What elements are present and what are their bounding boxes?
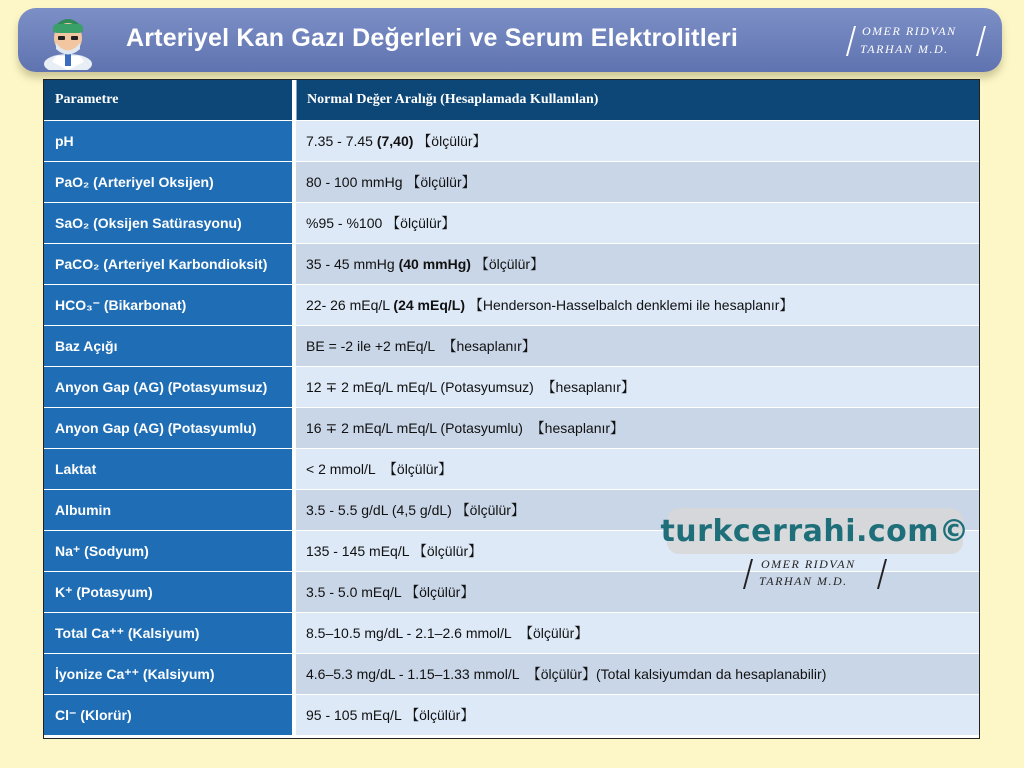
table-row [44,695,979,736]
normal-range-cell [296,203,979,243]
range-text: 12 ∓ 2 mEq/L mEq/L (Potasyumsuz) [306,378,542,395]
parameter-cell: Total Ca⁺⁺ (Kalsiyum) [44,613,294,653]
normal-range-cell [296,613,979,653]
parameter-cell: SaO₂ (Oksijen Satürasyonu) [44,203,294,243]
range-text: 8.5–10.5 mg/dL - 2.1–2.6 mmol/L [306,625,519,641]
method-note: 【hesaplanır】 [442,338,536,354]
range-text: 16 ∓ 2 mEq/L mEq/L (Potasyumlu) [306,419,531,436]
normal-range-cell [296,326,979,366]
calculation-value: (40 mmHg) [398,256,471,272]
range-text: 135 - 145 mEq/L [306,543,413,559]
watermark-signature-line1: OMER RIDVAN [761,557,856,571]
table-row [44,285,979,326]
range-text: 35 - 45 mmHg [306,256,399,272]
table-row [44,613,979,654]
normal-range-cell [296,162,979,202]
method-note: 【Henderson-Hasselbalch denklemi ile hesaplanır】 [465,297,794,313]
method-note: 【ölçülür】 [518,625,589,641]
range-text: 22- 26 mEq/L [306,297,394,313]
column-header-normal-range: Normal Değer Aralığı (Hesaplamada Kullanılan) [296,80,979,120]
column-header-parameter: Parametre [44,80,294,120]
method-note: 【ölçülür】 [386,215,456,231]
normal-range-cell [296,367,979,407]
method-note: 【ölçülür】 [413,133,487,149]
method-note: 【ölçülür】 [382,461,453,477]
normal-range-cell [296,695,979,735]
author-signature [848,18,988,62]
table-row [44,162,979,203]
signature-line1: OMER RIDVAN [862,24,957,38]
range-text: 80 - 100 mmHg [306,174,407,190]
title-banner [18,8,1002,72]
table-row [44,408,979,449]
range-text: 3.5 - 5.5 g/dL (4,5 g/dL) [306,502,456,518]
parameter-cell: Albumin [44,490,294,530]
parameter-cell: K⁺ (Potasyum) [44,572,294,612]
normal-range-cell [296,285,979,325]
site-watermark: turkcerrahi.com© [667,508,963,554]
method-note: 【ölçülür】 [412,543,483,559]
parameter-cell: HCO₃⁻ (Bikarbonat) [44,285,294,325]
method-note: 【ölçülür】 [405,584,475,600]
range-text: 3.5 - 5.0 mEq/L [306,584,406,600]
range-text: %95 - %100 [306,215,387,231]
parameter-cell: Anyon Gap (AG) (Potasyumsuz) [44,367,294,407]
normal-range-cell [296,408,979,448]
table-header-row [44,80,979,121]
parameter-cell: PaO₂ (Arteriyel Oksijen) [44,162,294,202]
table-row [44,326,979,367]
parameter-cell: Laktat [44,449,294,489]
method-note: 【hesaplanır】 [530,420,625,436]
page-title: Arteriyel Kan Gazı Değerleri ve Serum Elektrolitleri [126,24,739,52]
method-note: 【ölçülür】 [405,707,475,723]
normal-range-cell [296,121,979,161]
method-note: 【ölçülür】 [406,174,476,190]
range-text: 95 - 105 mEq/L [306,707,406,723]
parameter-cell: Cl⁻ (Klorür) [44,695,294,735]
method-note: 【hesaplanır】 [541,379,635,395]
range-text: 4.6–5.3 mg/dL - 1.15–1.33 mmol/L [306,666,527,682]
values-table [43,79,980,739]
parameter-cell: Baz Açığı [44,326,294,366]
watermark-signature-line2: TARHAN M.D. [759,574,848,588]
doctor-avatar-icon [40,12,96,70]
table-row [44,367,979,408]
calculation-value: (7,40) [376,133,414,149]
table-row [44,121,979,162]
parameter-cell: Anyon Gap (AG) (Potasyumlu) [44,408,294,448]
parameter-cell: PaCO₂ (Arteriyel Karbondioksit) [44,244,294,284]
method-note: 【ölçülür】(Total kalsiyumdan da hesaplanabilir) [526,666,827,682]
parameter-cell: İyonize Ca⁺⁺ (Kalsiyum) [44,654,294,694]
method-note: 【ölçülür】 [470,256,545,272]
table-row [44,244,979,285]
range-text: < 2 mmol/L [306,461,383,477]
method-note: 【ölçülür】 [455,502,525,518]
watermark-signature [745,555,890,591]
range-text: 7.35 - 7.45 [306,133,377,149]
range-text: BE = -2 ile +2 mEq/L [306,338,443,354]
parameter-cell: pH [44,121,294,161]
signature-line2: TARHAN M.D. [860,42,949,56]
table-row [44,203,979,244]
normal-range-cell [296,244,979,284]
normal-range-cell [296,654,979,694]
calculation-value: (24 mEq/L) [393,297,465,313]
normal-range-cell [296,449,979,489]
table-row [44,449,979,490]
table-row [44,654,979,695]
parameter-cell: Na⁺ (Sodyum) [44,531,294,571]
